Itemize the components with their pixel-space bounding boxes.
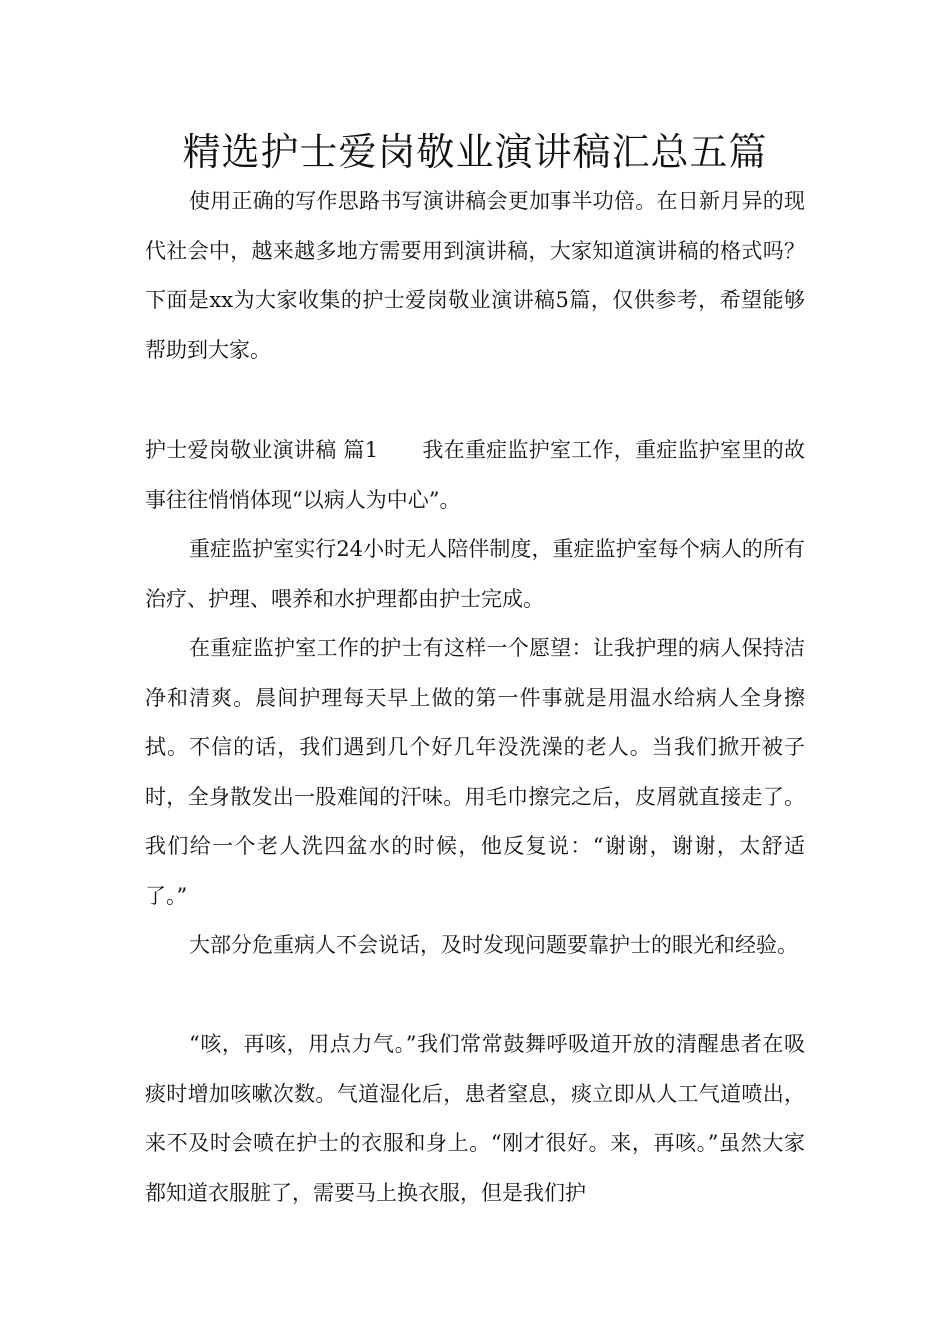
body-paragraph: 大部分危重病人不会说话，及时发现问题要靠护士的眼光和经验。 — [189, 933, 798, 957]
document-title: 精选护士爱岗敬业演讲稿汇总五篇 — [182, 130, 768, 174]
body-paragraph: 在重症监护室工作的护士有这样一个愿望：让我护理的病人保持洁净和清爽。晨间护理每天早上做的第一件事就是用温水给病人全身擦拭。不信的话，我们遇到几个好几年没洗澡的老人。当我们掀开被子时，全身散发出一股难闻的汗味。用毛巾擦完之后，皮屑就直接走了。我们给一个老人洗四盆水的时候，他反复说：“谢谢，谢谢，太舒适了。” — [145, 636, 805, 908]
section-1-opening-text: 我在重症监护室工作，重症监护室里的故事往往悄悄体现“以病人为中心”。 — [145, 438, 805, 512]
body-paragraph: “咳，再咳，用点力气。”我们常常鼓舞呼吸道开放的清醒患者在吸痰时增加咳嗽次数。气道湿化后，患者窒息，痰立即从人工气道喷出，来不及时会喷在护士的衣服和身上。“刚才很好。来，再咳。”虽然大家都知道衣服脏了，需要马上换衣服，但是我们护 — [145, 1032, 805, 1205]
section-1-first-paragraph — [145, 426, 805, 525]
body-paragraph: 重症监护室实行24小时无人陪伴制度，重症监护室每个病人的所有治疗、护理、喂养和水护理都由护士完成。 — [145, 537, 805, 611]
intro-paragraph: 使用正确的写作思路书写演讲稿会更加事半功倍。在日新月异的现代社会中，越来越多地方需要用到演讲稿，大家知道演讲稿的格式吗？下面是xx为大家收集的护士爱岗敬业演讲稿5篇，仅供参考，希望能够帮助到大家。 — [145, 189, 805, 362]
section-1-heading: 护士爱岗敬业演讲稿 篇1 — [145, 438, 379, 462]
